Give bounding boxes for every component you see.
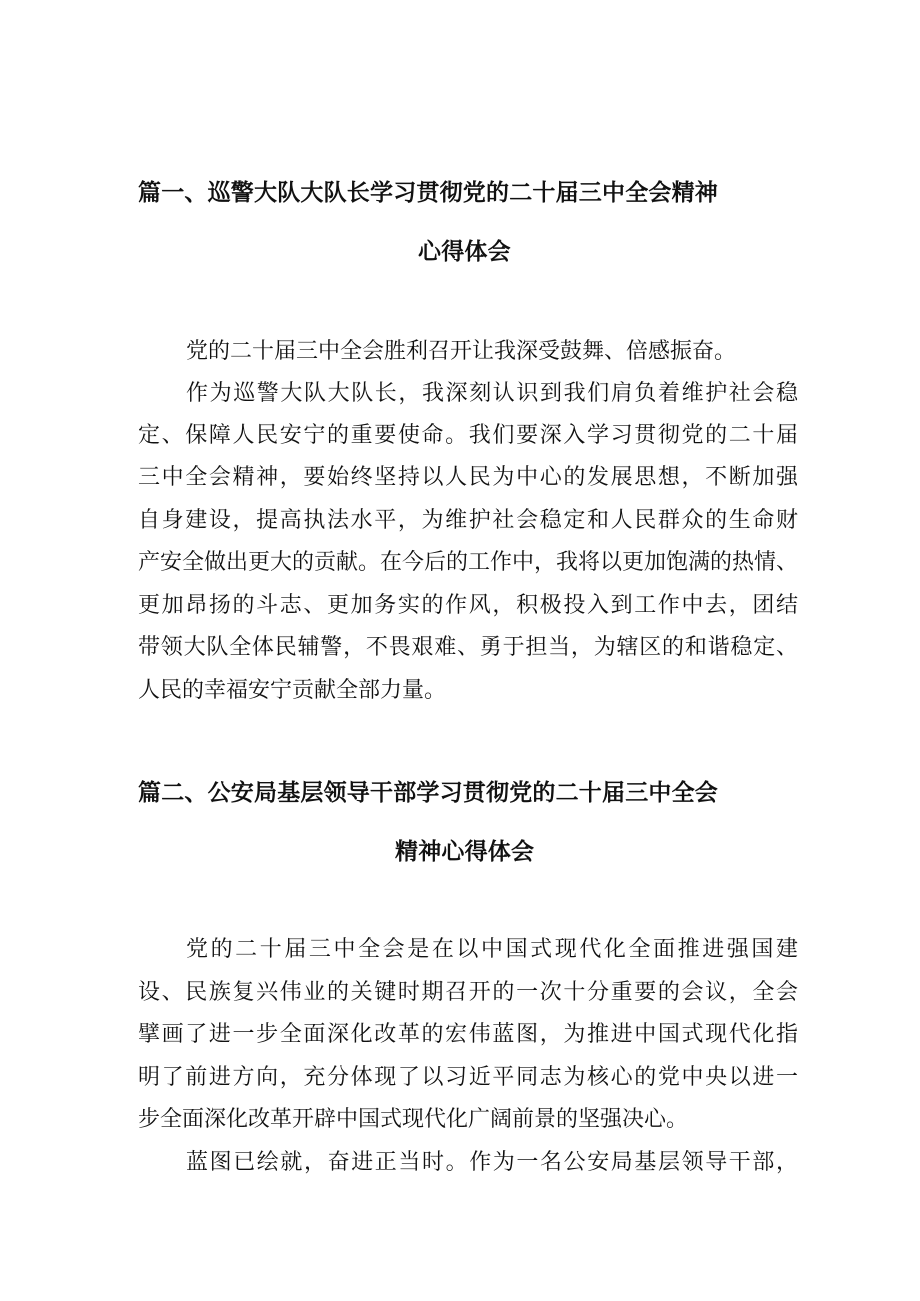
section-1-title-line-2: 心得体会: [418, 239, 511, 265]
section-2-title-line-2: 精神心得体会: [395, 839, 535, 865]
section-1-title-line-1: 篇一、巡警大队大队长学习贯彻党的二十届三中全会精神: [138, 180, 718, 206]
section-1-paragraph-1-line: 党的二十届三中全会胜利召开让我深受鼓舞、倍感振奋。: [186, 339, 737, 364]
section-2-paragraph-2-line: 蓝图已绘就，奋进正当时。作为一名公安局基层领导干部，: [186, 1150, 798, 1175]
section-2-paragraph-1-line: 党的二十届三中全会是在以中国式现代化全面推进强国建: [186, 937, 798, 962]
section-1-paragraph-2-line: 作为巡警大队大队长，我深刻认识到我们肩负着维护社会稳: [186, 381, 798, 406]
section-2-paragraph-1-line: 设、民族复兴伟业的关键时期召开的一次十分重要的会议，全会: [138, 980, 798, 1005]
section-1-paragraph-2-line: 定、保障人民安宁的重要使命。我们要深入学习贯彻党的二十届: [138, 423, 798, 448]
section-2-title-line-1: 篇二、公安局基层领导干部学习贯彻党的二十届三中全会: [138, 780, 718, 806]
section-1-paragraph-2-line: 更加昂扬的斗志、更加务实的作风，积极投入到工作中去，团结: [138, 593, 798, 618]
section-1-paragraph-2-line: 人民的幸福安宁贡献全部力量。: [138, 678, 447, 703]
section-1-paragraph-2-line: 自身建设，提高执法水平，为维护社会稳定和人民群众的生命财: [138, 508, 798, 533]
section-2-paragraph-1-line: 步全面深化改革开辟中国式现代化广阔前景的坚强决心。: [138, 1107, 689, 1132]
section-1-paragraph-2-line: 产安全做出更大的贡献。在今后的工作中，我将以更加饱满的热情、: [138, 550, 799, 575]
section-2-paragraph-1-line: 明了前进方向，充分体现了以习近平同志为核心的党中央以进一: [138, 1065, 798, 1090]
section-1-paragraph-2-line: 带领大队全体民辅警，不畏艰难、勇于担当，为辖区的和谐稳定、: [138, 635, 798, 660]
section-1-paragraph-2-line: 三中全会精神，要始终坚持以人民为中心的发展思想，不断加强: [138, 465, 798, 490]
section-2-paragraph-1-line: 擘画了进一步全面深化改革的宏伟蓝图，为推进中国式现代化指: [138, 1022, 798, 1047]
